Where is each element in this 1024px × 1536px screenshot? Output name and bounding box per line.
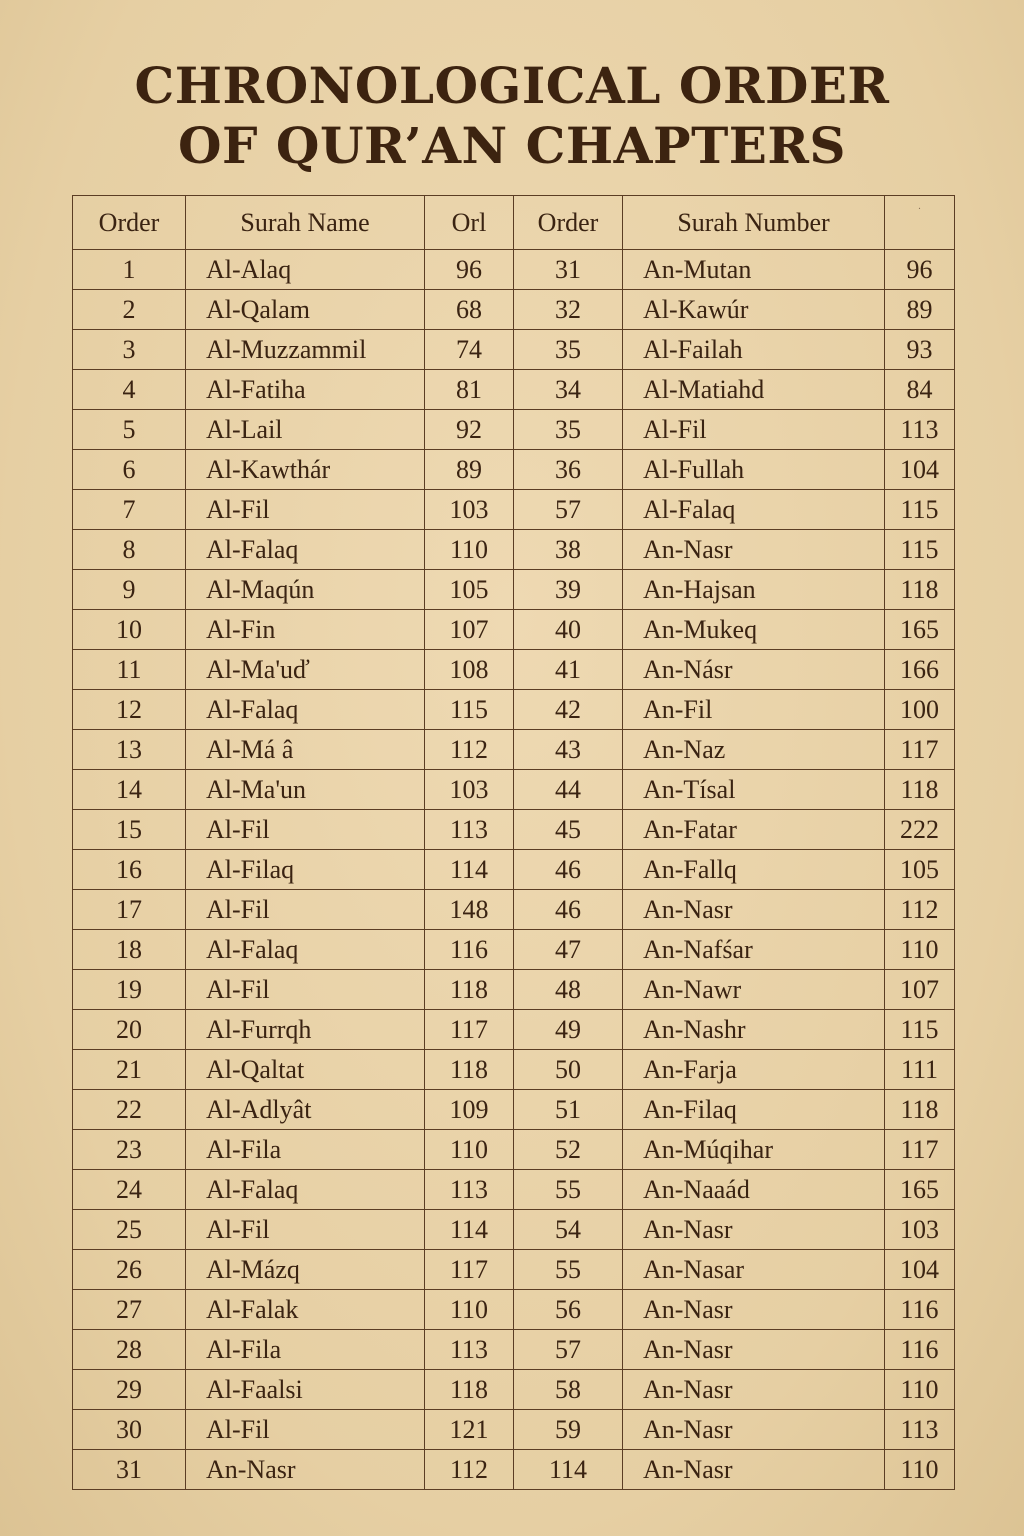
order-right-cell: 40 bbox=[514, 610, 623, 650]
table-row bbox=[73, 410, 955, 450]
table-row bbox=[73, 490, 955, 530]
order-left-cell: 10 bbox=[73, 610, 186, 650]
surah-name-left-cell: Al-Falaq bbox=[186, 930, 425, 970]
order-left-cell: 26 bbox=[73, 1250, 186, 1290]
surah-name-right-cell: An-Nawr bbox=[623, 970, 885, 1010]
number-right-cell: 222 bbox=[885, 810, 955, 850]
table-row bbox=[73, 890, 955, 930]
surah-name-right-cell: Al-Fil bbox=[623, 410, 885, 450]
table-row bbox=[73, 1370, 955, 1410]
surah-name-left-cell: Al-Furrqh bbox=[186, 1010, 425, 1050]
order-right-cell: 59 bbox=[514, 1410, 623, 1450]
orl-cell: 112 bbox=[425, 730, 514, 770]
orl-cell: 96 bbox=[425, 250, 514, 290]
order-right-cell: 34 bbox=[514, 370, 623, 410]
surah-name-right-cell: An-Násr bbox=[623, 650, 885, 690]
number-right-cell: 110 bbox=[885, 930, 955, 970]
surah-name-right-cell: An-Nasr bbox=[623, 890, 885, 930]
table-row bbox=[73, 370, 955, 410]
order-left-cell: 21 bbox=[73, 1050, 186, 1090]
surah-name-left-cell: Al-Alaq bbox=[186, 250, 425, 290]
page-title-line-2: OF QUR’AN CHAPTERS bbox=[177, 116, 847, 175]
table-row bbox=[73, 1250, 955, 1290]
orl-cell: 117 bbox=[425, 1250, 514, 1290]
number-right-cell: 110 bbox=[885, 1370, 955, 1410]
surah-name-right-cell: Al-Fullah bbox=[623, 450, 885, 490]
surah-name-right-cell: An-Mutan bbox=[623, 250, 885, 290]
number-right-cell: 165 bbox=[885, 610, 955, 650]
table-row bbox=[73, 1130, 955, 1170]
surah-name-right-cell: An-Naz bbox=[623, 730, 885, 770]
table-row bbox=[73, 1410, 955, 1450]
header-orl: Orl bbox=[425, 196, 514, 250]
number-right-cell: 96 bbox=[885, 250, 955, 290]
order-right-cell: 42 bbox=[514, 690, 623, 730]
surah-name-left-cell: Al-Muzzammil bbox=[186, 330, 425, 370]
orl-cell: 114 bbox=[425, 1210, 514, 1250]
order-left-cell: 1 bbox=[73, 250, 186, 290]
table-row bbox=[73, 770, 955, 810]
order-left-cell: 6 bbox=[73, 450, 186, 490]
orl-cell: 108 bbox=[425, 650, 514, 690]
number-right-cell: 116 bbox=[885, 1330, 955, 1370]
orl-cell: 103 bbox=[425, 770, 514, 810]
table-row bbox=[73, 730, 955, 770]
orl-cell: 68 bbox=[425, 290, 514, 330]
surah-name-right-cell: An-Farja bbox=[623, 1050, 885, 1090]
orl-cell: 121 bbox=[425, 1410, 514, 1450]
table-row bbox=[73, 570, 955, 610]
surah-name-right-cell: An-Fallq bbox=[623, 850, 885, 890]
table-row bbox=[73, 450, 955, 490]
order-right-cell: 52 bbox=[514, 1130, 623, 1170]
surah-name-left-cell: Al-Fin bbox=[186, 610, 425, 650]
order-right-cell: 56 bbox=[514, 1290, 623, 1330]
number-right-cell: 103 bbox=[885, 1210, 955, 1250]
surah-name-right-cell: An-Nasr bbox=[623, 1410, 885, 1450]
number-right-cell: 116 bbox=[885, 1290, 955, 1330]
surah-name-left-cell: Al-Mázq bbox=[186, 1250, 425, 1290]
order-left-cell: 27 bbox=[73, 1290, 186, 1330]
orl-cell: 148 bbox=[425, 890, 514, 930]
number-right-cell: 89 bbox=[885, 290, 955, 330]
order-right-cell: 44 bbox=[514, 770, 623, 810]
surah-name-left-cell: Al-Qalam bbox=[186, 290, 425, 330]
surah-name-left-cell: Al-Má â bbox=[186, 730, 425, 770]
number-right-cell: 165 bbox=[885, 1170, 955, 1210]
surah-name-left-cell: Al-Fil bbox=[186, 1210, 425, 1250]
number-right-cell: 117 bbox=[885, 1130, 955, 1170]
number-right-cell: 105 bbox=[885, 850, 955, 890]
table-row bbox=[73, 330, 955, 370]
surah-name-right-cell: Al-Falaq bbox=[623, 490, 885, 530]
surah-name-right-cell: An-Nasr bbox=[623, 1210, 885, 1250]
orl-cell: 81 bbox=[425, 370, 514, 410]
order-left-cell: 16 bbox=[73, 850, 186, 890]
order-left-cell: 23 bbox=[73, 1130, 186, 1170]
number-right-cell: 111 bbox=[885, 1050, 955, 1090]
surah-name-right-cell: An-Nasr bbox=[623, 1330, 885, 1370]
order-right-cell: 57 bbox=[514, 1330, 623, 1370]
table-row bbox=[73, 650, 955, 690]
order-left-cell: 29 bbox=[73, 1370, 186, 1410]
surah-name-left-cell: Al-Fil bbox=[186, 490, 425, 530]
order-left-cell: 8 bbox=[73, 530, 186, 570]
order-right-cell: 57 bbox=[514, 490, 623, 530]
number-right-cell: 104 bbox=[885, 1250, 955, 1290]
orl-cell: 118 bbox=[425, 1370, 514, 1410]
orl-cell: 118 bbox=[425, 970, 514, 1010]
number-right-cell: 118 bbox=[885, 1090, 955, 1130]
order-right-cell: 50 bbox=[514, 1050, 623, 1090]
number-right-cell: 118 bbox=[885, 770, 955, 810]
order-right-cell: 41 bbox=[514, 650, 623, 690]
table-row bbox=[73, 530, 955, 570]
orl-cell: 89 bbox=[425, 450, 514, 490]
surah-name-left-cell: Al-Falaq bbox=[186, 1170, 425, 1210]
surah-name-left-cell: Al-Falaq bbox=[186, 690, 425, 730]
surah-name-left-cell: Al-Fil bbox=[186, 810, 425, 850]
number-right-cell: 104 bbox=[885, 450, 955, 490]
order-right-cell: 35 bbox=[514, 330, 623, 370]
orl-cell: 115 bbox=[425, 690, 514, 730]
order-right-cell: 38 bbox=[514, 530, 623, 570]
surah-name-right-cell: An-Múqihar bbox=[623, 1130, 885, 1170]
order-left-cell: 13 bbox=[73, 730, 186, 770]
number-right-cell: 113 bbox=[885, 410, 955, 450]
surah-name-right-cell: An-Filaq bbox=[623, 1090, 885, 1130]
order-left-cell: 7 bbox=[73, 490, 186, 530]
orl-cell: 92 bbox=[425, 410, 514, 450]
table-row bbox=[73, 850, 955, 890]
orl-cell: 112 bbox=[425, 1450, 514, 1490]
page-title-line-1: CHRONOLOGICAL ORDER bbox=[134, 56, 890, 115]
table-row bbox=[73, 1210, 955, 1250]
header-surah-number: Surah Number bbox=[623, 196, 885, 250]
orl-cell: 113 bbox=[425, 1170, 514, 1210]
surah-name-right-cell: An-Nasr bbox=[623, 1450, 885, 1490]
orl-cell: 114 bbox=[425, 850, 514, 890]
table-row bbox=[73, 1450, 955, 1490]
orl-cell: 105 bbox=[425, 570, 514, 610]
table-row bbox=[73, 1050, 955, 1090]
table-row bbox=[73, 970, 955, 1010]
number-right-cell: 107 bbox=[885, 970, 955, 1010]
number-right-cell: 115 bbox=[885, 530, 955, 570]
order-right-cell: 55 bbox=[514, 1170, 623, 1210]
number-right-cell: 84 bbox=[885, 370, 955, 410]
order-right-cell: 49 bbox=[514, 1010, 623, 1050]
surah-name-left-cell: Al-Fila bbox=[186, 1130, 425, 1170]
table-row bbox=[73, 690, 955, 730]
surah-name-left-cell: Al-Ma'uď bbox=[186, 650, 425, 690]
number-right-cell: 93 bbox=[885, 330, 955, 370]
order-left-cell: 19 bbox=[73, 970, 186, 1010]
number-right-cell: 113 bbox=[885, 1410, 955, 1450]
orl-cell: 109 bbox=[425, 1090, 514, 1130]
order-right-cell: 114 bbox=[514, 1450, 623, 1490]
orl-cell: 113 bbox=[425, 810, 514, 850]
order-left-cell: 9 bbox=[73, 570, 186, 610]
number-right-cell: 100 bbox=[885, 690, 955, 730]
number-right-cell: 118 bbox=[885, 570, 955, 610]
order-right-cell: 36 bbox=[514, 450, 623, 490]
order-left-cell: 28 bbox=[73, 1330, 186, 1370]
surah-name-left-cell: Al-Fil bbox=[186, 970, 425, 1010]
order-left-cell: 31 bbox=[73, 1450, 186, 1490]
header-surah-name: Surah Name bbox=[186, 196, 425, 250]
number-right-cell: 115 bbox=[885, 490, 955, 530]
surah-name-right-cell: An-Nasr bbox=[623, 1290, 885, 1330]
table-row bbox=[73, 1090, 955, 1130]
table-body bbox=[73, 250, 955, 1490]
surah-name-left-cell: Al-Ma'un bbox=[186, 770, 425, 810]
order-left-cell: 17 bbox=[73, 890, 186, 930]
surah-name-right-cell: Al-Matiahd bbox=[623, 370, 885, 410]
surah-name-right-cell: An-Hajsan bbox=[623, 570, 885, 610]
table-header-row bbox=[73, 196, 955, 250]
page-title bbox=[0, 56, 1024, 176]
surah-name-left-cell: An-Nasr bbox=[186, 1450, 425, 1490]
surah-name-right-cell: Al-Kawúr bbox=[623, 290, 885, 330]
orl-cell: 110 bbox=[425, 1290, 514, 1330]
order-right-cell: 58 bbox=[514, 1370, 623, 1410]
header-order-left: Order bbox=[73, 196, 186, 250]
surah-name-left-cell: Al-Fil bbox=[186, 890, 425, 930]
orl-cell: 103 bbox=[425, 490, 514, 530]
order-left-cell: 3 bbox=[73, 330, 186, 370]
order-right-cell: 48 bbox=[514, 970, 623, 1010]
surah-name-left-cell: Al-Qaltat bbox=[186, 1050, 425, 1090]
orl-cell: 117 bbox=[425, 1010, 514, 1050]
order-left-cell: 2 bbox=[73, 290, 186, 330]
surah-name-right-cell: An-Nafśar bbox=[623, 930, 885, 970]
table-row bbox=[73, 810, 955, 850]
surah-name-left-cell: Al-Lail bbox=[186, 410, 425, 450]
surah-name-left-cell: Al-Falak bbox=[186, 1290, 425, 1330]
orl-cell: 74 bbox=[425, 330, 514, 370]
orl-cell: 116 bbox=[425, 930, 514, 970]
number-right-cell: 117 bbox=[885, 730, 955, 770]
surah-name-right-cell: An-Tísal bbox=[623, 770, 885, 810]
order-right-cell: 32 bbox=[514, 290, 623, 330]
header-order-right: Order bbox=[514, 196, 623, 250]
order-right-cell: 46 bbox=[514, 890, 623, 930]
order-left-cell: 11 bbox=[73, 650, 186, 690]
order-left-cell: 5 bbox=[73, 410, 186, 450]
table-row bbox=[73, 250, 955, 290]
order-right-cell: 51 bbox=[514, 1090, 623, 1130]
order-right-cell: 31 bbox=[514, 250, 623, 290]
order-right-cell: 47 bbox=[514, 930, 623, 970]
surah-name-right-cell: An-Mukeq bbox=[623, 610, 885, 650]
orl-cell: 107 bbox=[425, 610, 514, 650]
order-right-cell: 35 bbox=[514, 410, 623, 450]
surah-name-left-cell: Al-Maqún bbox=[186, 570, 425, 610]
number-right-cell: 166 bbox=[885, 650, 955, 690]
surah-name-left-cell: Al-Kawthár bbox=[186, 450, 425, 490]
number-right-cell: 110 bbox=[885, 1450, 955, 1490]
orl-cell: 118 bbox=[425, 1050, 514, 1090]
order-left-cell: 20 bbox=[73, 1010, 186, 1050]
order-left-cell: 18 bbox=[73, 930, 186, 970]
chapters-table bbox=[72, 195, 955, 1490]
surah-name-right-cell: An-Fatar bbox=[623, 810, 885, 850]
surah-name-right-cell: An-Naaád bbox=[623, 1170, 885, 1210]
surah-name-left-cell: Al-Fatiha bbox=[186, 370, 425, 410]
orl-cell: 110 bbox=[425, 530, 514, 570]
surah-name-right-cell: An-Nasar bbox=[623, 1250, 885, 1290]
table-row bbox=[73, 930, 955, 970]
order-right-cell: 43 bbox=[514, 730, 623, 770]
surah-name-left-cell: Al-Filaq bbox=[186, 850, 425, 890]
order-left-cell: 30 bbox=[73, 1410, 186, 1450]
surah-name-left-cell: Al-Fila bbox=[186, 1330, 425, 1370]
orl-cell: 113 bbox=[425, 1330, 514, 1370]
number-right-cell: 115 bbox=[885, 1010, 955, 1050]
table-row bbox=[73, 290, 955, 330]
surah-name-left-cell: Al-Faalsi bbox=[186, 1370, 425, 1410]
surah-name-right-cell: An-Nashr bbox=[623, 1010, 885, 1050]
table-row bbox=[73, 1170, 955, 1210]
table-row bbox=[73, 1010, 955, 1050]
table-row bbox=[73, 610, 955, 650]
order-left-cell: 24 bbox=[73, 1170, 186, 1210]
order-left-cell: 12 bbox=[73, 690, 186, 730]
surah-name-right-cell: An-Fil bbox=[623, 690, 885, 730]
surah-name-left-cell: Al-Adlyât bbox=[186, 1090, 425, 1130]
surah-name-right-cell: Al-Failah bbox=[623, 330, 885, 370]
surah-name-right-cell: An-Nasr bbox=[623, 530, 885, 570]
number-right-cell: 112 bbox=[885, 890, 955, 930]
order-right-cell: 54 bbox=[514, 1210, 623, 1250]
order-left-cell: 14 bbox=[73, 770, 186, 810]
order-left-cell: 15 bbox=[73, 810, 186, 850]
table-row bbox=[73, 1290, 955, 1330]
surah-name-left-cell: Al-Fil bbox=[186, 1410, 425, 1450]
order-right-cell: 45 bbox=[514, 810, 623, 850]
table-row bbox=[73, 1330, 955, 1370]
order-left-cell: 22 bbox=[73, 1090, 186, 1130]
order-left-cell: 25 bbox=[73, 1210, 186, 1250]
order-right-cell: 55 bbox=[514, 1250, 623, 1290]
header-last: . bbox=[885, 196, 955, 250]
surah-name-right-cell: An-Nasr bbox=[623, 1370, 885, 1410]
order-left-cell: 4 bbox=[73, 370, 186, 410]
orl-cell: 110 bbox=[425, 1130, 514, 1170]
surah-name-left-cell: Al-Falaq bbox=[186, 530, 425, 570]
order-right-cell: 39 bbox=[514, 570, 623, 610]
order-right-cell: 46 bbox=[514, 850, 623, 890]
